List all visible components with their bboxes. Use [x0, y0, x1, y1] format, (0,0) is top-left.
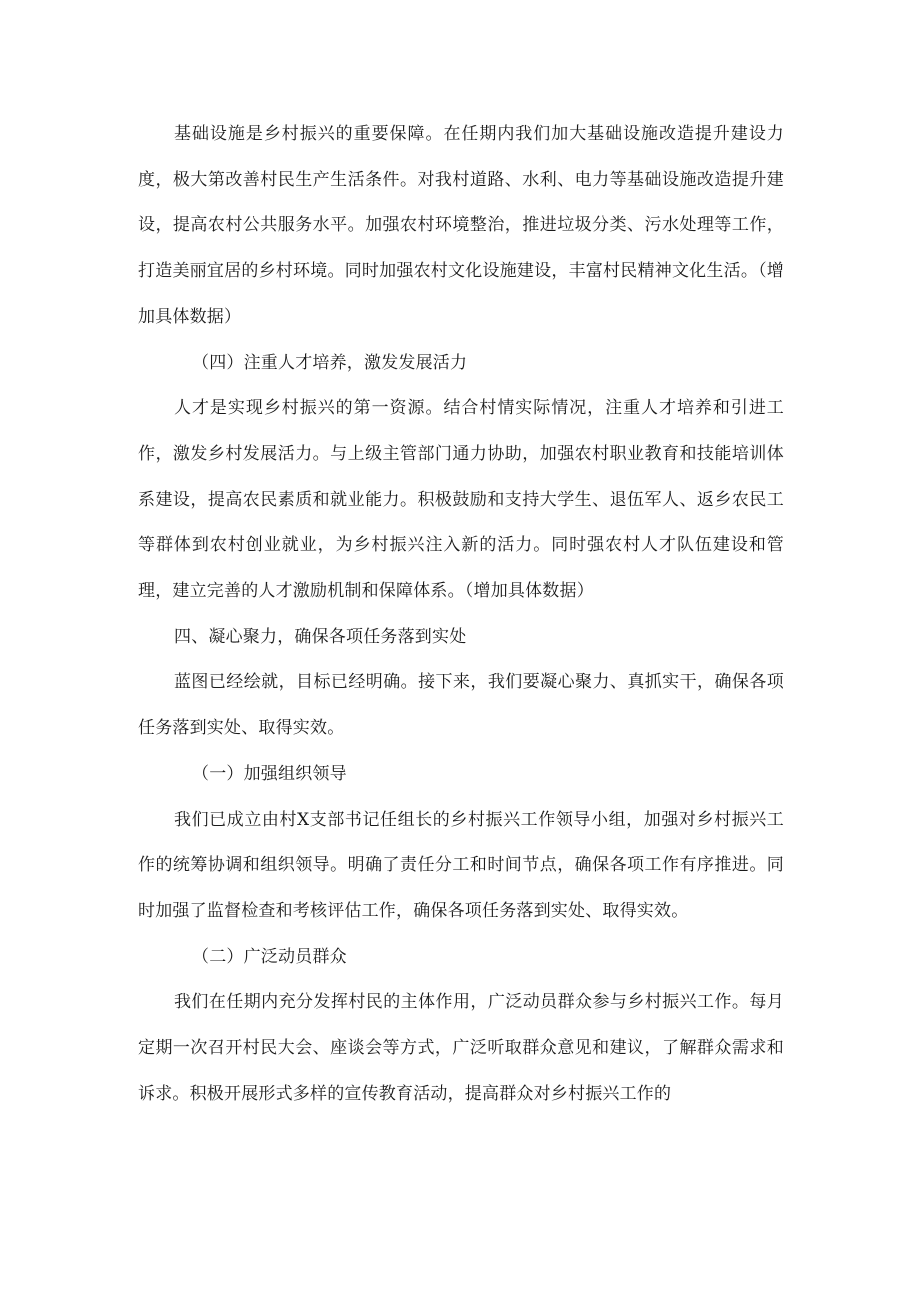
section-heading-four: 四、凝心聚力，确保各项任务落到实处: [174, 626, 467, 647]
paragraph-blueprint: 蓝图已经绘就，目标已经明确。接下来，我们要凝心聚力、真抓实干，确保各项任务落到实处、取得实效。: [138, 672, 784, 739]
document-body: [138, 112, 784, 1117]
paragraph-mobilize: 我们在任期内充分发挥村民的主体作用，广泛动员群众参与乡村振兴工作。每月定期一次召开村民大会、座谈会等方式，广泛听取群众意见和建议，了解群众需求和诉求。积极开展形式多样的宣传教育活动，提高群众对乡村振兴工作的: [138, 992, 784, 1104]
subheading-talent: （四）注重人才培养，激发发展活力: [192, 352, 468, 373]
paragraph-talent: 人才是实现乡村振兴的第一资源。结合村情实际情况，注重人才培养和引进工作，激发乡村发展活力。与上级主管部门通力协助，加强农村职业教育和技能培训体系建设，提高农民素质和就业能力。积极鼓励和支持大学生、退伍军人、返乡农民工等群体到农村创业就业，为乡村振兴注入新的活力。同时强农村人才队伍建设和管理，建立完善的人才激励机制和保障体系。（增加具体数据）: [138, 398, 784, 602]
subheading-mobilize: （二）广泛动员群众: [192, 946, 347, 967]
paragraph-infrastructure: 基础设施是乡村振兴的重要保障。在任期内我们加大基础设施改造提升建设力度，极大第改善村民生产生活条件。对我村道路、水利、电力等基础设施改造提升建设，提高农村公共服务水平。加强农村环境整治，推进垃圾分类、污水处理等工作，打造美丽宜居的乡村环境。同时加强农村文化设施建设，丰富村民精神文化生活。（增加具体数据）: [138, 124, 784, 327]
subheading-organization: （一）加强组织领导: [192, 763, 347, 784]
paragraph-organization: 我们已成立由村X支部书记任组长的乡村振兴工作领导小组，加强对乡村振兴工作的统筹协调和组织领导。明确了责任分工和时间节点，确保各项工作有序推进。同时加强了监督检查和考核评估工作，确保各项任务落到实处、取得实效。: [138, 809, 784, 921]
